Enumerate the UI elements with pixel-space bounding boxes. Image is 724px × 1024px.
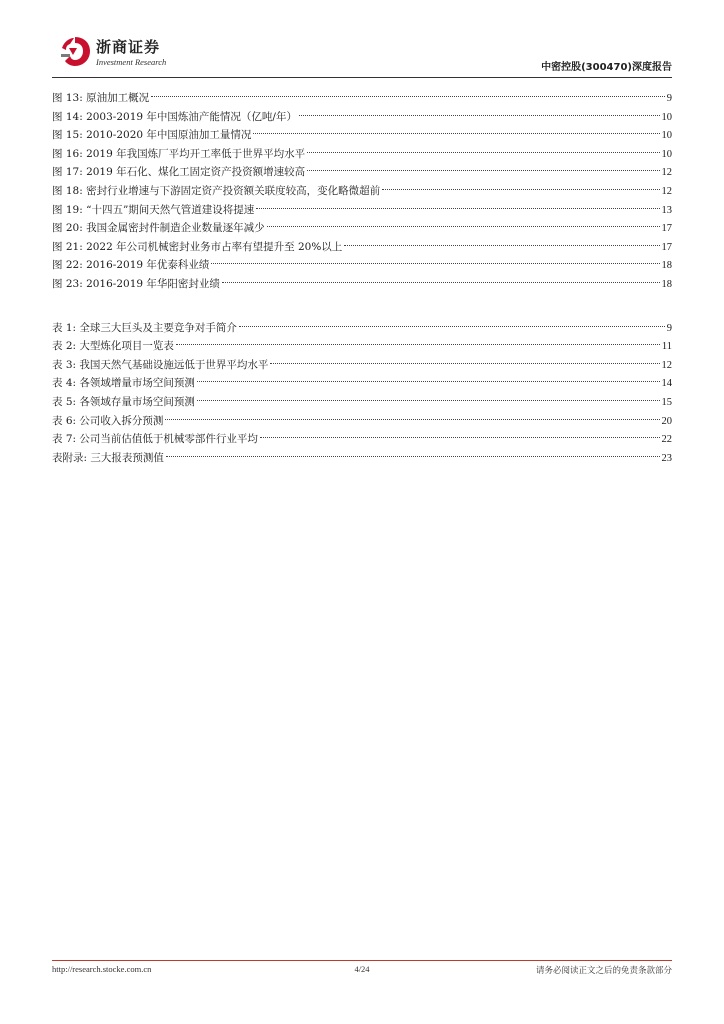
toc-entry[interactable]: [52, 219, 672, 238]
page-header: [52, 30, 672, 76]
dot-leader: [270, 363, 659, 364]
dot-leader: [344, 245, 659, 246]
toc-entry-page: 20: [661, 415, 672, 427]
footer-divider: [52, 960, 672, 961]
toc-entry-label: 图 14: 2003-2019 年中国炼油产能情况（亿吨/年）: [52, 110, 297, 123]
toc-entry-page: 10: [661, 111, 672, 123]
toc-entry-page: 9: [666, 93, 672, 104]
toc-entry[interactable]: [52, 275, 672, 294]
dot-leader: [307, 152, 659, 153]
brand-name: 浙商证券: [96, 38, 161, 56]
toc-entry-page: 17: [661, 223, 672, 235]
toc-entry-page: 10: [661, 148, 672, 160]
toc-entry-label: 图 20: 我国金属密封件制造企业数量逐年减少: [52, 222, 265, 235]
toc-entry-label: 表 4: 各领域增量市场空间预测: [52, 377, 195, 390]
toc-entry-page: 12: [661, 359, 672, 371]
page-number: 4/24: [354, 964, 370, 974]
dot-leader: [299, 115, 660, 116]
toc-entry-label: 图 22: 2016-2019 年优泰科业绩: [52, 259, 210, 272]
toc-entry-page: 17: [661, 241, 672, 253]
toc-entry-label: 表 6: 公司收入拆分预测: [52, 414, 164, 427]
dot-leader: [166, 456, 660, 457]
toc-entry-label: 图 15: 2010-2020 年中国原油加工量情况: [52, 129, 252, 142]
toc-entry-label: 表 5: 各领域存量市场空间预测: [52, 395, 195, 408]
toc-entry[interactable]: [52, 337, 672, 356]
dot-leader: [239, 326, 665, 327]
brand-logo-icon: [58, 34, 92, 68]
dot-leader: [165, 419, 659, 420]
dot-leader: [256, 208, 659, 209]
toc-entry-label: 表 7: 公司当前估值低于机械零部件行业平均: [52, 433, 258, 446]
toc-entry-label: 图 13: 原油加工概况: [52, 92, 150, 104]
toc-entry[interactable]: [52, 108, 672, 127]
dot-leader: [260, 437, 660, 438]
toc-entry[interactable]: [52, 319, 672, 338]
header-divider: [52, 77, 672, 78]
footer-url[interactable]: http://research.stocke.com.cn: [52, 964, 152, 974]
toc-entry[interactable]: [52, 126, 672, 145]
toc-entry-page: 23: [661, 452, 672, 464]
toc-entry[interactable]: [52, 145, 672, 164]
toc-entry-label: 图 21: 2022 年公司机械密封业务市占率有望提升至 20%以上: [52, 240, 343, 253]
toc-entry-page: 18: [661, 278, 672, 290]
toc-entry[interactable]: [52, 182, 672, 201]
dot-leader: [197, 400, 660, 401]
brand-subtitle: Investment Research: [96, 57, 167, 67]
toc-entry[interactable]: [52, 89, 672, 108]
toc-entry-label: 图 23: 2016-2019 年华阳密封业绩: [52, 277, 220, 290]
toc-entry[interactable]: [52, 201, 672, 220]
toc-entry[interactable]: [52, 163, 672, 182]
toc-entry-page: 10: [661, 130, 672, 142]
disclaimer-note: 请务必阅读正文之后的免责条款部分: [535, 966, 672, 976]
toc-entry-label: 图 16: 2019 年我国炼厂平均开工率低于世界平均水平: [52, 147, 306, 160]
toc-entry-label: 表 1: 全球三大巨头及主要竞争对手简介: [52, 321, 237, 334]
dot-leader: [176, 344, 660, 345]
toc-entry-label: 表附录: 三大报表预测值: [52, 451, 164, 464]
toc-entry[interactable]: [52, 430, 672, 449]
dot-leader: [382, 189, 659, 190]
dot-leader: [211, 263, 659, 264]
figure-list: [52, 89, 672, 294]
toc-entry-label: 图 18: 密封行业增速与下游固定资产投资额关联度较高，变化略微超前: [52, 184, 381, 197]
toc-entry-page: 15: [661, 396, 672, 408]
toc-entry[interactable]: [52, 356, 672, 375]
toc-entry[interactable]: [52, 374, 672, 393]
dot-leader: [151, 96, 665, 97]
report-title: 中密控股(300470)深度报告: [541, 62, 672, 73]
toc-entry[interactable]: [52, 256, 672, 275]
toc-entry-page: 13: [661, 204, 672, 216]
toc-entry[interactable]: [52, 412, 672, 431]
dot-leader: [197, 381, 660, 382]
toc-entry-label: 图 19: “十四五”期间天然气管道建设将提速: [52, 203, 255, 216]
dot-leader: [253, 133, 659, 134]
toc-entry[interactable]: [52, 449, 672, 468]
toc-entry-page: 11: [661, 341, 672, 353]
section-gap: [52, 294, 672, 319]
toc-entry-page: 12: [661, 185, 672, 197]
table-of-contents: [52, 89, 672, 467]
toc-entry-page: 12: [661, 167, 672, 179]
toc-entry-label: 表 2: 大型炼化项目一览表: [52, 340, 174, 353]
dot-leader: [267, 226, 660, 227]
dot-leader: [307, 170, 659, 171]
toc-entry[interactable]: [52, 393, 672, 412]
dot-leader: [222, 282, 660, 283]
toc-entry-label: 表 3: 我国天然气基础设施远低于世界平均水平: [52, 358, 269, 371]
toc-entry[interactable]: [52, 238, 672, 257]
toc-entry-label: 图 17: 2019 年石化、煤化工固定资产投资额增速较高: [52, 166, 306, 179]
toc-entry-page: 9: [666, 322, 672, 334]
toc-entry-page: 14: [661, 378, 672, 390]
table-list: [52, 319, 672, 468]
toc-entry-page: 18: [661, 260, 672, 272]
toc-entry-page: 22: [661, 434, 672, 446]
